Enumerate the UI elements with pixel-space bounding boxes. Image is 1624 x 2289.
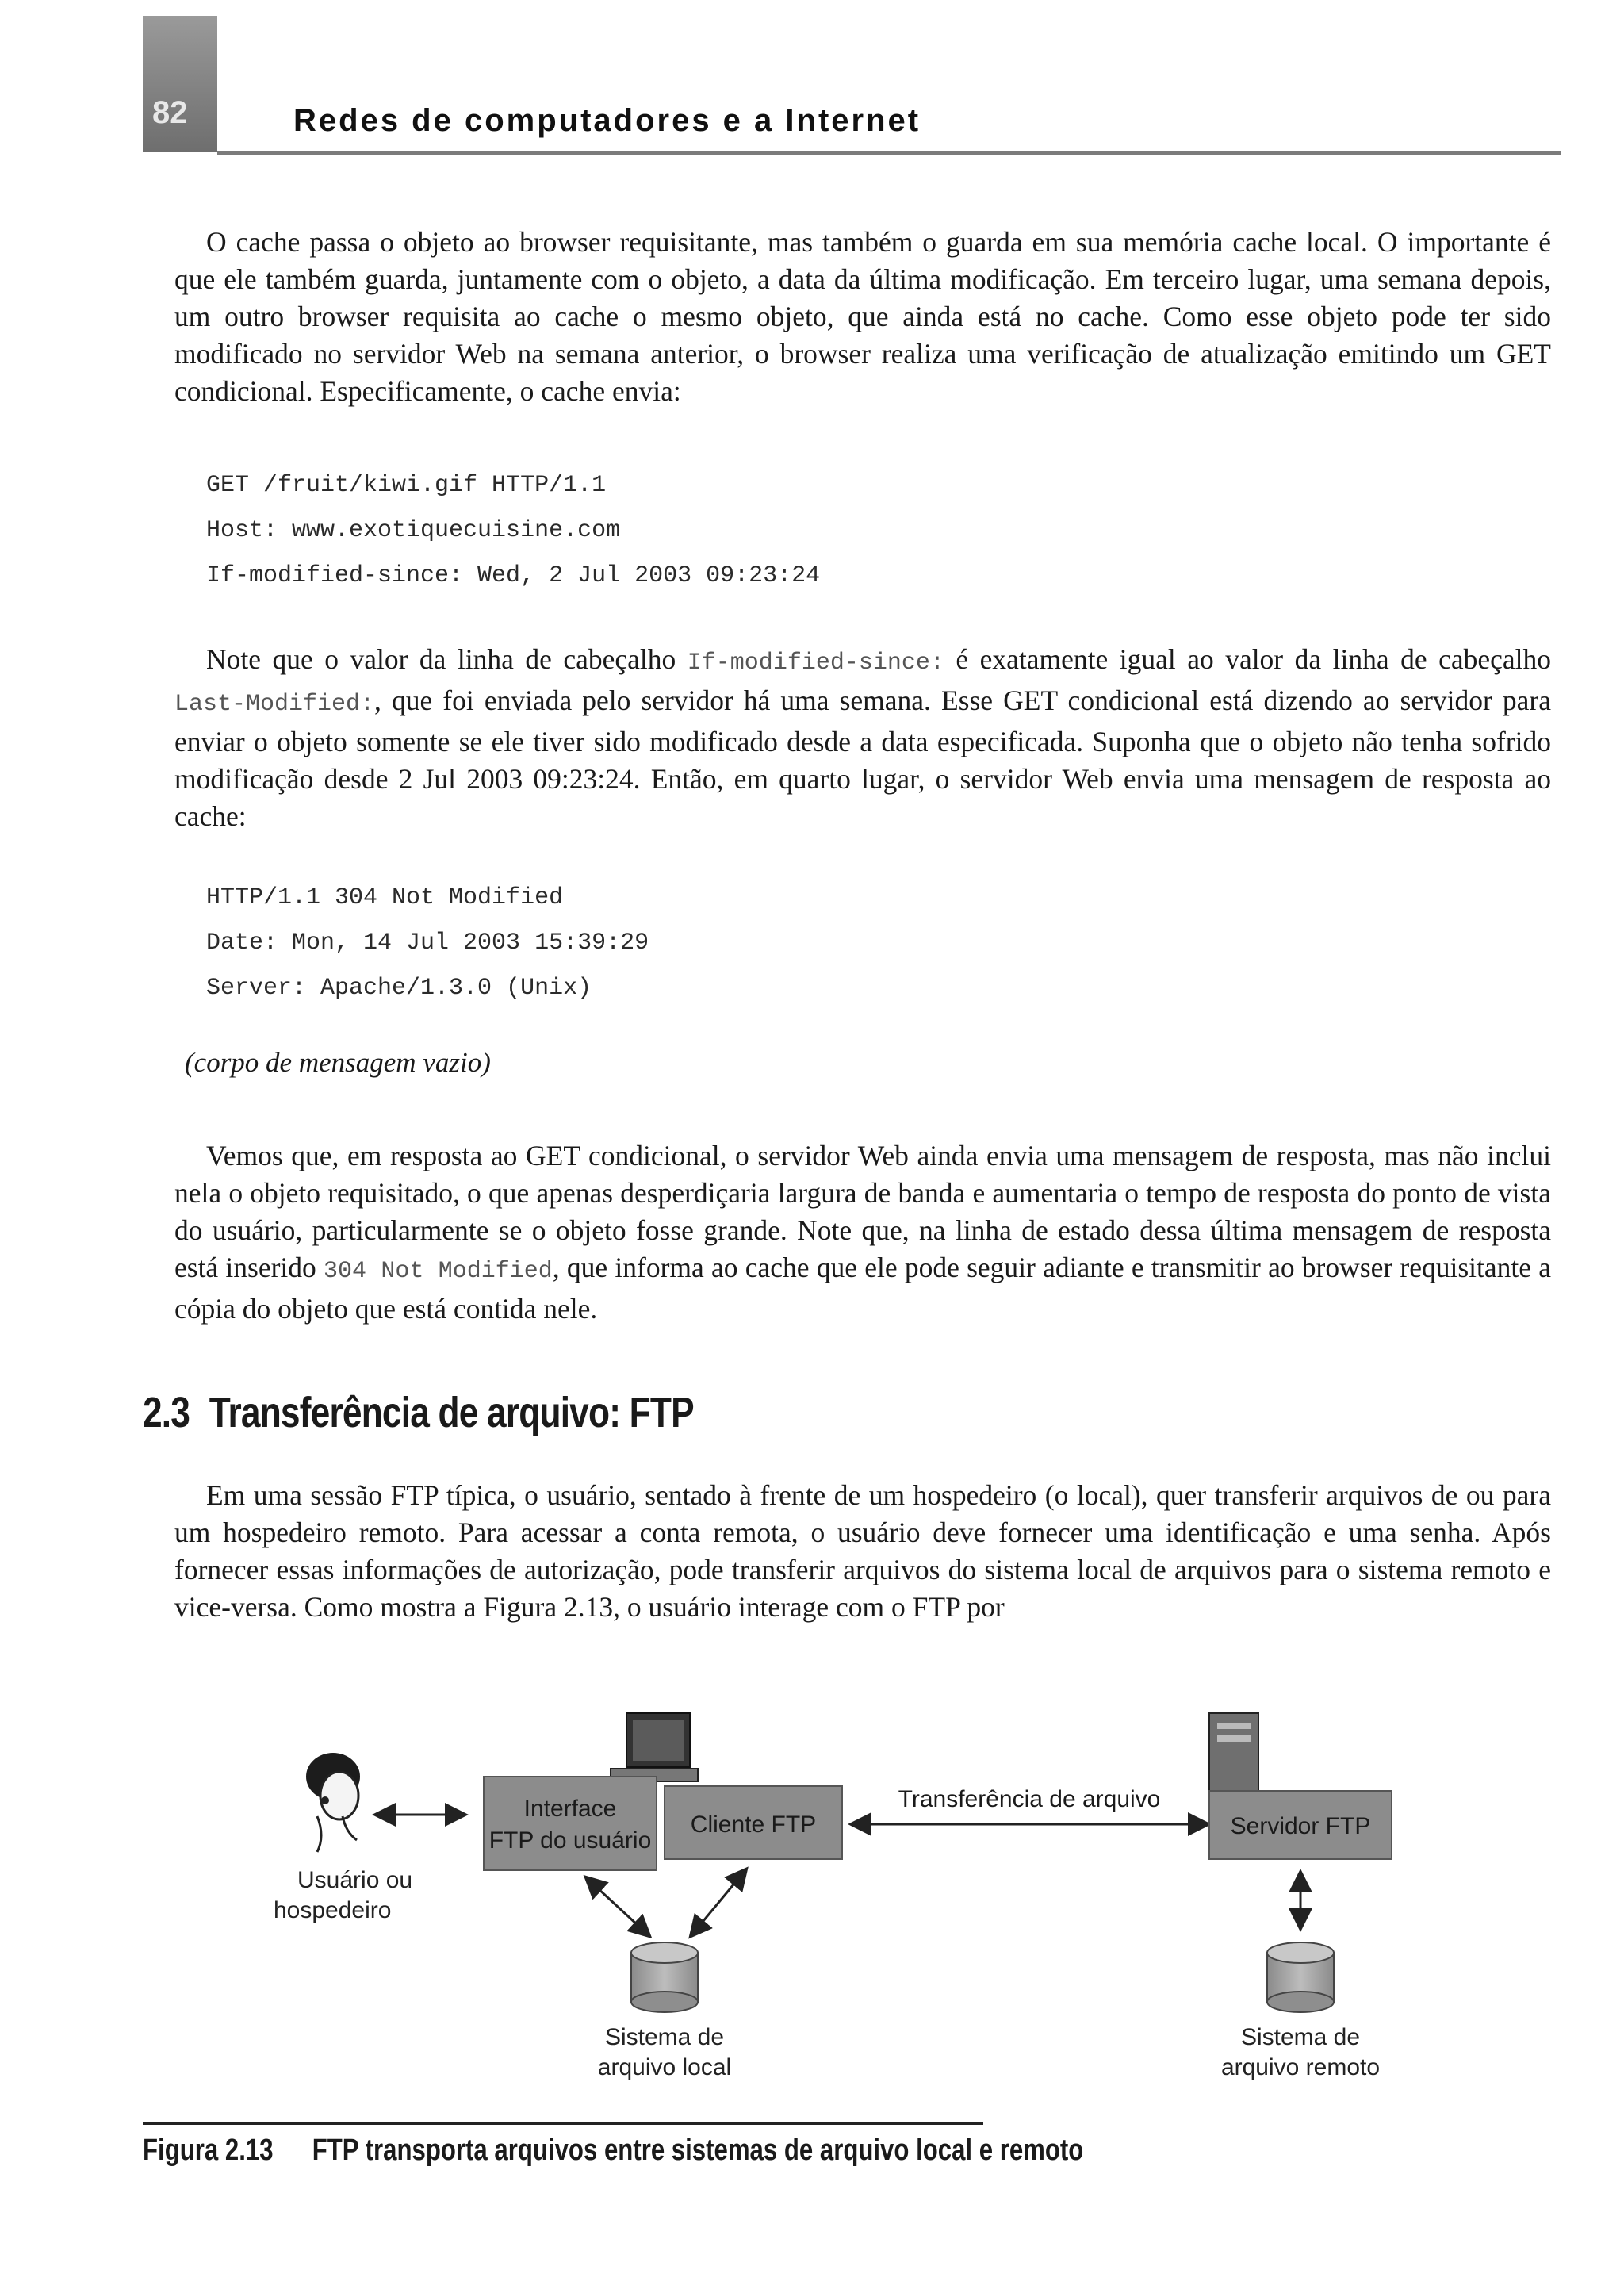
paragraph-1: O cache passa o objeto ao browser requisitante, mas também o guarda em sua memória cache local. O importante é que ele também guarda, juntamente com o objeto, a data da última modificação. Em terceiro lugar, uma semana depois, um outro browser requisita ao cache o mesmo objeto, que ainda está no cache. Como esse objeto pode ter sido modificado no servidor Web na semana anterior, o browser realiza uma verificação de atualização emitindo um GET condicional. Especificamente, o cache envia: [174,226,1551,407]
user-head-icon [306,1753,360,1852]
paragraph-4: Em uma sessão FTP típica, o usuário, sentado à frente de um hospedeiro (o local), quer transferir arquivos de ou para um hospedeiro remoto. Para acessar a conta remota, o usuário deve fornecer uma identificação e uma senha. Após fornecer essas informações de autorização, pode transferir arquivos do sistema local de arquivos para o sistema remoto e vice-versa. Como mostra a Figura 2.13, o usuário interage com o FTP por [174,1479,1551,1623]
paragraph-1-block [174,224,1551,410]
code-line: Server: Apache/1.3.0 (Unix) [206,975,592,1002]
code-request [206,463,820,599]
code-line: Date: Mon, 14 Jul 2003 15:39:29 [206,930,649,957]
interface-label-2: FTP do usuário [488,1827,652,1854]
code-line: If-modified-since: Wed, 2 Jul 2003 09:23:24 [206,562,821,589]
code-line: Host: www.exotiquecuisine.com [206,517,621,544]
transfer-label: Transferência de arquivo [898,1786,1161,1812]
computer-icon [611,1713,698,1781]
caption-rule [143,2122,983,2125]
figure-caption [143,2134,1083,2168]
code-line: HTTP/1.1 304 Not Modified [206,884,564,911]
ftp-diagram [238,1697,1396,2110]
figure-caption-text: FTP transporta arquivos entre sistemas de arquivo local e remoto [312,2134,1084,2167]
section-title: Transferência de arquivo: FTP [209,1389,694,1436]
client-label: Cliente FTP [690,1812,817,1838]
inline-code-304: 304 Not Modified [324,1258,553,1285]
section-number: 2.3 [143,1389,190,1436]
remote-fs-label-2: arquivo remoto [1220,2054,1381,2080]
figure-label: Figura 2.13 [143,2134,274,2167]
code-line: GET /fruit/kiwi.gif HTTP/1.1 [206,472,607,499]
user-label-2: hospedeiro [274,1897,392,1923]
paragraph-3-block [174,1137,1551,1328]
page-number: 82 [152,95,188,130]
paragraph-3 [174,1137,1551,1328]
page-number-tab [143,16,217,152]
text-run: , que foi enviada pelo servidor há uma semana. Esse GET condicional está dizendo ao servidor para enviar o objeto somente se ele tiver sido modificado desde a data especificada. Suponha que o objeto não tenha sofrido modificação desde 2 Jul 2003 09:23:24. Então, em quarto lugar, o servidor Web envia uma mensagem de resposta ao cache: [174,684,1551,832]
interface-localfs-arrow [587,1878,649,1935]
inline-code-if-modified-since: If-modified-since: [687,650,944,677]
inline-code-last-modified: Last-Modified: [174,691,375,718]
local-filesystem-icon [631,1942,698,2012]
page-header [0,0,1624,159]
user-label-1: Usuário ou [297,1867,413,1893]
paragraph-2-block [174,641,1551,835]
text-run: Vemos que, em resposta ao GET condicional, o servidor Web ainda envia uma mensagem de resposta, mas não inclui nela o objeto requisitado, o que apenas desperdiçaria largura de banda e aumentaria o tempo de resposta do ponto de vista do usuário, particularmente se o objeto fosse grande. Note que, na linha de estado dessa última mensagem de resposta está inserido [174,1140,1551,1283]
paragraph-2 [174,641,1551,835]
paragraph-4-block [174,1477,1551,1626]
server-tower-icon [1209,1713,1258,1792]
code-response [206,876,649,1011]
remote-fs-label-1: Sistema de [1240,2024,1361,2050]
text-run: , que informa ao cache que ele pode seguir adiante e transmitir ao browser requisitante a cópia do objeto que está contida nele. [174,1252,1551,1325]
header-rule [217,151,1561,155]
running-title: Redes de computadores e a Internet [293,103,921,138]
text-run: é exatamente igual ao valor da linha de cabeçalho [944,643,1551,675]
ftp-user-interface-box [484,1777,657,1870]
text-run: Note que o valor da linha de cabeçalho [206,643,688,675]
local-fs-label-1: Sistema de [604,2024,725,2050]
interface-label-1: Interface [523,1796,617,1822]
empty-body-note: (corpo de mensagem vazio) [185,1047,491,1078]
client-localfs-arrow [691,1870,745,1935]
server-label: Servidor FTP [1230,1813,1371,1839]
remote-filesystem-icon [1267,1942,1334,2012]
section-heading [143,1388,694,1437]
local-fs-label-2: arquivo local [597,2054,732,2080]
figure-2-13 [238,1697,1396,2110]
